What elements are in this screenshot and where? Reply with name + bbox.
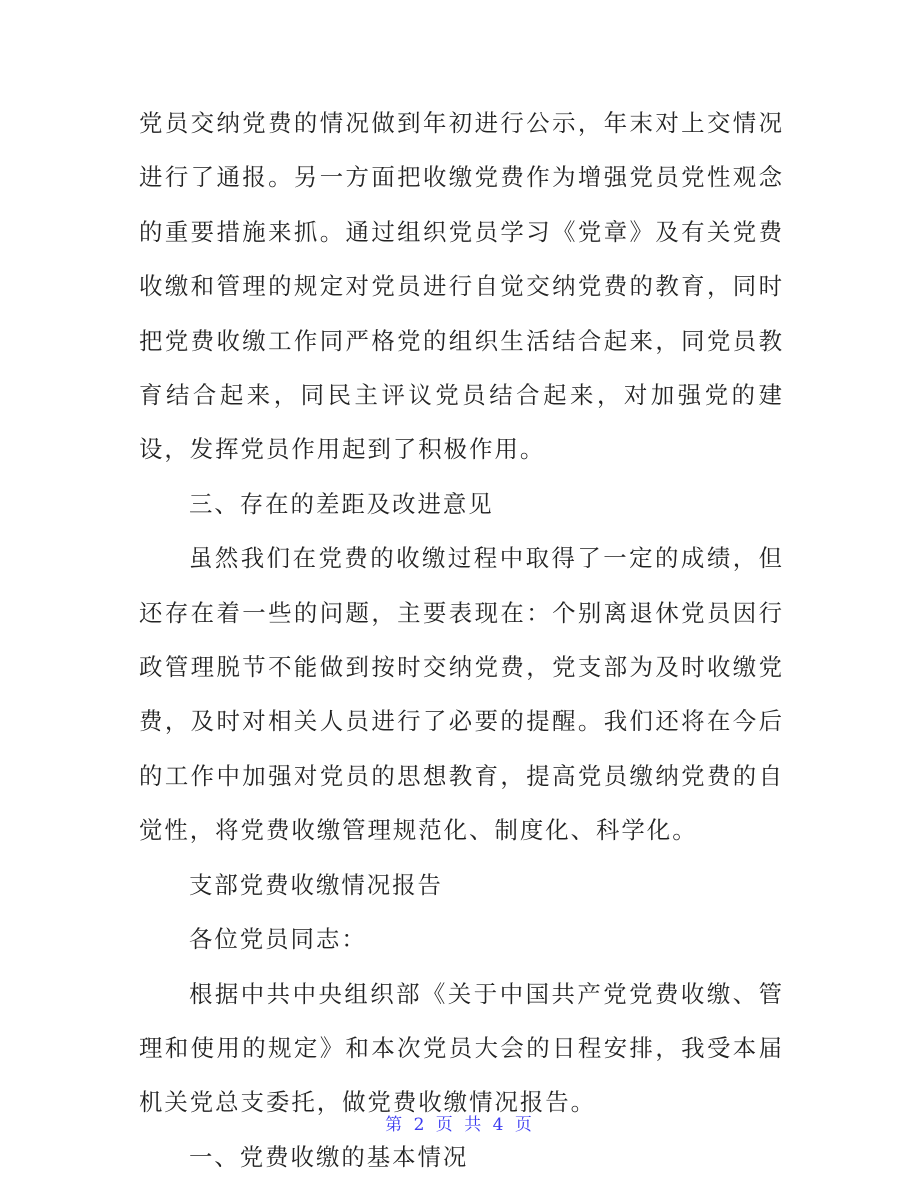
paragraph-issues: 虽然我们在党费的收缴过程中取得了一定的成绩，但还存在着一些的问题，主要表现在：个别离退休党员因行政管理脱节不能做到按时交纳党费，党支部为及时收缴党费，及时对相关人员进行了必要的提醒。我们还将在今后的工作中加强对党员的思想教育，提高党员缴纳党费的自觉性，将党费收缴管理规范化、制度化、科学化。 [139, 544, 784, 845]
document-body [139, 96, 784, 1184]
salutation: 各位党员同志： [189, 925, 367, 954]
paragraph-intro: 根据中共中央组织部《关于中国共产党党费收缴、管理和使用的规定》和本次党员大会的日程安排，我受本届机关党总支委托，做党费收缴情况报告。 [139, 979, 784, 1117]
report-title: 支部党费收缴情况报告 [189, 870, 443, 899]
paragraph-continuation: 党员交纳党费的情况做到年初进行公示，年末对上交情况进行了通报。另一方面把收缴党费作为增强党员党性观念的重要措施来抓。通过组织党员学习《党章》及有关党费收缴和管理的规定对党员进行自觉交纳党费的教育，同时把党费收缴工作同严格党的组织生活结合起来，同党员教育结合起来，同民主评议党员结合起来，对加强党的建设，发挥党员作用起到了积极作用。 [139, 109, 784, 464]
section-heading-basic: 一、党费收缴的基本情况 [189, 1142, 469, 1171]
page-number-footer: 第 2 页 共 4 页 [385, 1115, 535, 1135]
section-heading-issues: 三、存在的差距及改进意见 [189, 489, 494, 518]
